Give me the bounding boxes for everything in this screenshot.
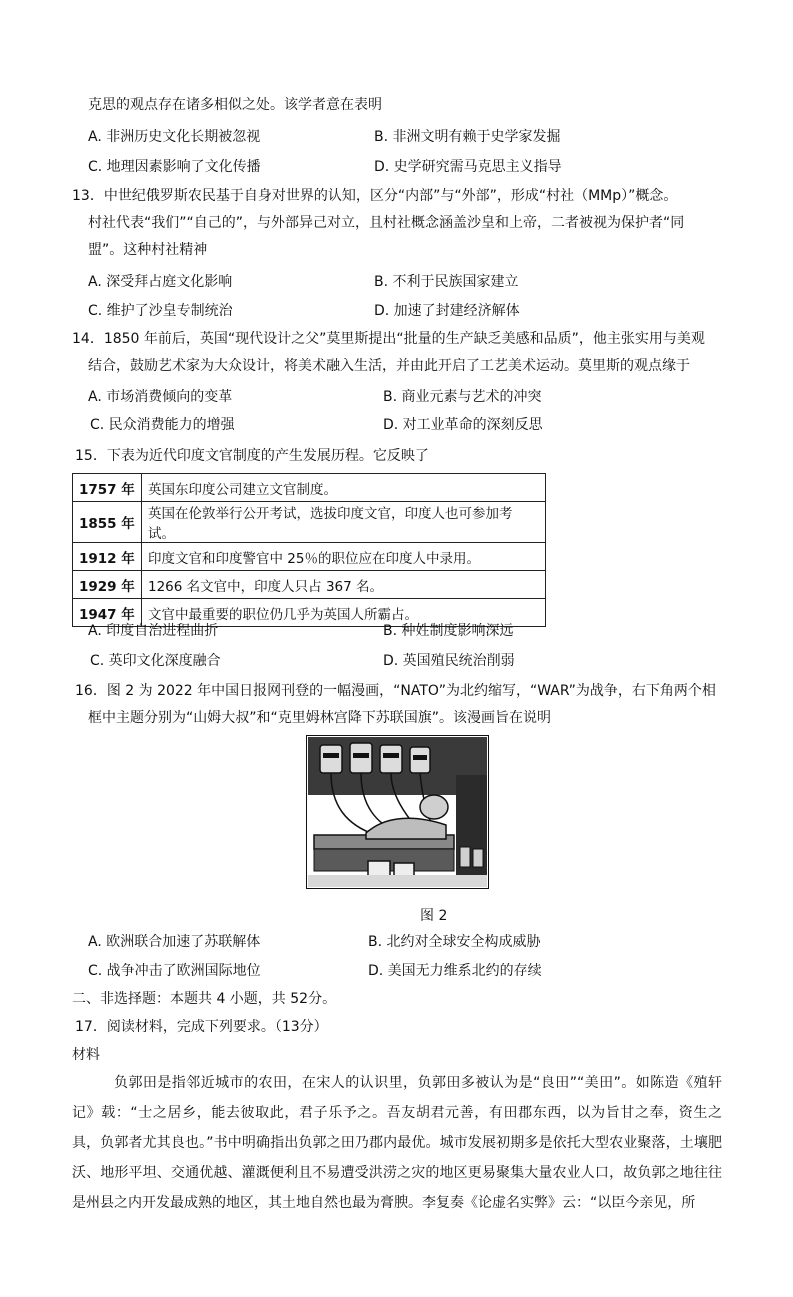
q14-option-a[interactable]: A. 市场消费倾向的变革: [88, 389, 233, 405]
q15-table: [72, 473, 546, 627]
table-event-cell: 印度文官和印度警官中 25％的职位应在印度人中录用。: [142, 543, 546, 571]
q13-stem-line-1: 13．中世纪俄罗斯农民基于自身对世界的认知，区分“内部”与“外部”，形成“村社（MMp）”概念。: [72, 188, 678, 204]
q15-option-d[interactable]: D. 英国殖民统治削弱: [383, 653, 515, 669]
q17-stem: 17．阅读材料，完成下列要求。（13分）: [75, 1019, 328, 1035]
q14-option-d[interactable]: D. 对工业革命的深刻反思: [383, 417, 543, 433]
q13-stem-line-3: 盟”。这种村社精神: [88, 242, 208, 258]
q16-option-b[interactable]: B. 北约对全球安全构成威胁: [368, 934, 541, 950]
q15-option-b[interactable]: B. 种姓制度影响深远: [383, 623, 514, 639]
q12-option-d[interactable]: D. 史学研究需马克思主义指导: [374, 159, 562, 175]
q14-option-b[interactable]: B. 商业元素与艺术的冲突: [383, 389, 542, 405]
q13-option-c[interactable]: C. 维护了沙皇专制统治: [88, 303, 233, 319]
figure-caption: 图 2: [420, 908, 448, 924]
q16-stem-line-2: 框中主题分别为“山姆大叔”和“克里姆林宫降下苏联国旗”。该漫画旨在说明: [88, 710, 552, 726]
material-label: 材料: [72, 1047, 100, 1063]
table-row: [73, 502, 546, 543]
table-row: [73, 543, 546, 571]
table-year-cell: 1929 年: [73, 571, 142, 599]
q14-stem-line-2: 结合，鼓励艺术家为大众设计，将美术融入生活，并由此开启了工艺美术运动。莫里斯的观点缘于: [88, 358, 690, 374]
table-year-cell: 1757 年: [73, 474, 142, 502]
table-row: [73, 474, 546, 502]
material-paragraph: 负郭田是指邻近城市的农田，在宋人的认识里，负郭田多被认为是“良田”“美田”。如陈造《殖轩记》载：“士之居乡，能去彼取此，君子乐予之。吾友胡君元善，有田郡东西，以为旨甘之奉，资生之具，负郭者尤其良也。”书中明确指出负郭之田乃郡内最优。城市发展初期多是依托大型农业聚落，土壤肥沃、地形平坦、交通优越、灌溉便利且不易遭受洪涝之灾的地区更易聚集大量农业人口，故负郭之地往往是州县之内开发最成熟的地区，其土地自然也最为膏腴。李复奏《论虚名实弊》云：“以臣今亲见，所: [72, 1075, 722, 1211]
q16-stem-line-1: 16．图 2 为 2022 年中国日报网刊登的一幅漫画，“NATO”为北约缩写，“WAR”为战争，右下角两个相: [75, 683, 716, 699]
table-year-cell: 1855 年: [73, 502, 142, 543]
q12-option-b[interactable]: B. 非洲文明有赖于史学家发掘: [374, 129, 561, 145]
q16-option-d[interactable]: D. 美国无力维系北约的存续: [368, 963, 542, 979]
q12-stem-continuation: 克思的观点存在诸多相似之处。该学者意在表明: [88, 97, 382, 113]
q14-option-c[interactable]: C. 民众消费能力的增强: [90, 417, 235, 433]
table-year-cell: 1912 年: [73, 543, 142, 571]
q13-option-a[interactable]: A. 深受拜占庭文化影响: [88, 274, 233, 290]
table-event-cell: 英国在伦敦举行公开考试，选拔印度文官，印度人也可参加考试。: [142, 502, 546, 543]
q15-option-a[interactable]: A. 印度自治进程曲折: [88, 623, 219, 639]
q16-option-a[interactable]: A. 欧洲联合加速了苏联解体: [88, 934, 261, 950]
q12-option-c[interactable]: C. 地理因素影响了文化传播: [88, 159, 261, 175]
q15-stem: 15．下表为近代印度文官制度的产生发展历程。它反映了: [75, 448, 429, 464]
table-event-cell: 英国东印度公司建立文官制度。: [142, 474, 546, 502]
nato-cartoon-image: [306, 735, 489, 889]
q15-option-c[interactable]: C. 英印文化深度融合: [90, 653, 221, 669]
table-year-cell: 1947 年: [73, 599, 142, 627]
q14-stem-line-1: 14．1850 年前后，英国“现代设计之父”莫里斯提出“批量的生产缺乏美感和品质”，他主张实用与美观: [72, 331, 705, 347]
q12-option-a[interactable]: A. 非洲历史文化长期被忽视: [88, 129, 261, 145]
q16-option-c[interactable]: C. 战争冲击了欧洲国际地位: [88, 963, 261, 979]
q13-option-d[interactable]: D. 加速了封建经济解体: [374, 303, 520, 319]
table-row: [73, 571, 546, 599]
table-event-cell: 1266 名文官中，印度人只占 367 名。: [142, 571, 546, 599]
table-event-cell: 文官中最重要的职位仍几乎为英国人所霸占。: [142, 599, 546, 627]
q13-stem-line-2: 村社代表“我们”“自己的”，与外部异己对立，且村社概念涵盖沙皇和上帝，二者被视为保护者“同: [88, 215, 685, 231]
section-heading: 二、非选择题：本题共 4 小题，共 52分。: [72, 991, 337, 1007]
q13-option-b[interactable]: B. 不利于民族国家建立: [374, 274, 519, 290]
